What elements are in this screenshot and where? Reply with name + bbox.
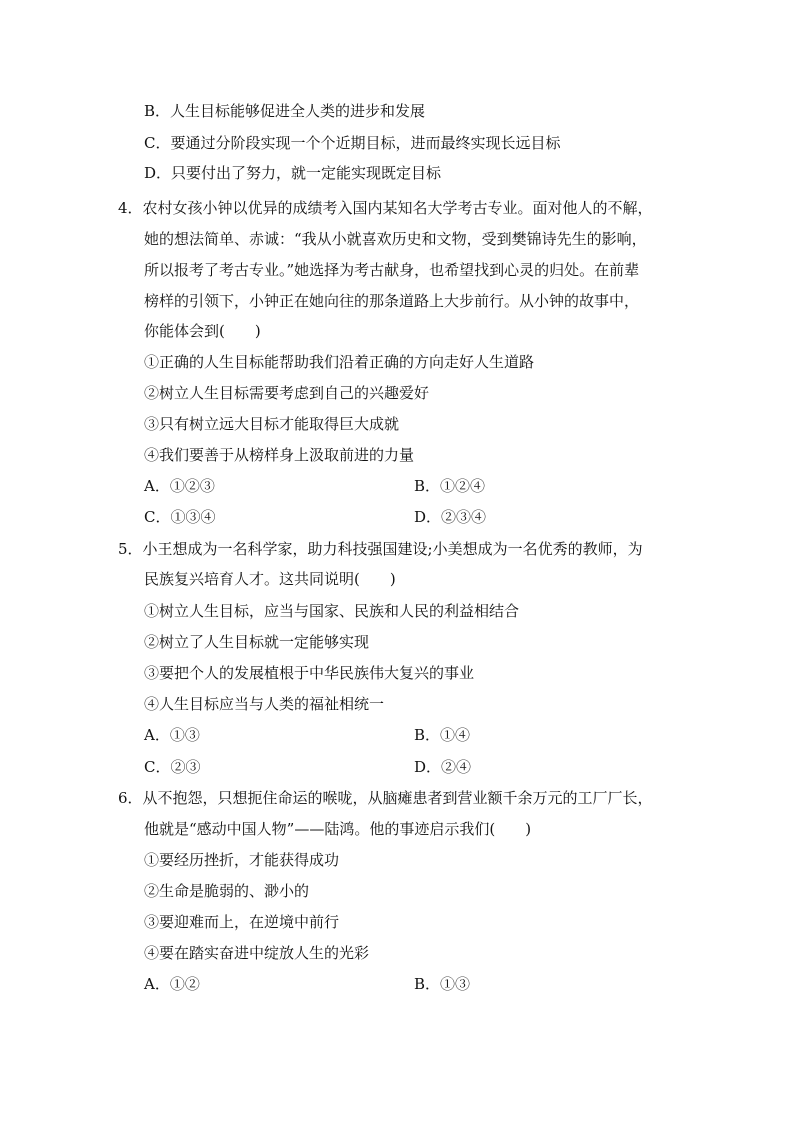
q4-item: ①正确的人生目标能帮助我们沿着正确的方向走好人生道路 xyxy=(144,353,535,371)
q6-item: ④要在踏实奋进中绽放人生的光彩 xyxy=(144,944,370,962)
q5-item: ③要把个人的发展植根于中华民族伟大复兴的事业 xyxy=(144,664,475,682)
q4-option-c: C．①③④ xyxy=(144,508,216,526)
q6-stem-line: 他就是“感动中国人物”——陆鸿。他的事迹启示我们( ) xyxy=(144,820,532,838)
q4-option-b: B．①②④ xyxy=(414,477,486,495)
q6-item: ②生命是脆弱的、渺小的 xyxy=(144,882,310,900)
q4-item: ②树立人生目标需要考虑到自己的兴趣爱好 xyxy=(144,384,430,402)
q6-option-a: A．①② xyxy=(144,975,200,993)
q5-item: ④人生目标应当与人类的福祉相统一 xyxy=(144,695,385,713)
q4-option-a: A．①②③ xyxy=(144,477,215,495)
q6-option-b: B．①③ xyxy=(414,975,471,993)
q3-option-d: D．只要付出了努力，就一定能实现既定目标 xyxy=(144,164,442,182)
q5-item: ②树立了人生目标就一定能够实现 xyxy=(144,633,370,651)
q4-stem-line: 4．农村女孩小钟以优异的成绩考入国内某知名大学考古专业。面对他人的不解， xyxy=(118,199,653,217)
q6-stem-line: 6．从不抱怨，只想扼住命运的喉咙，从脑瘫患者到营业额千余万元的工厂厂长， xyxy=(118,789,653,807)
q5-option-d: D．②④ xyxy=(414,758,472,776)
q4-stem-line: 榜样的引领下，小钟正在她向往的那条道路上大步前行。从小钟的故事中， xyxy=(144,292,640,310)
q5-option-c: C．②③ xyxy=(144,758,201,776)
q3-option-b: B．人生目标能够促进全人类的进步和发展 xyxy=(144,102,426,120)
q4-stem-line: 她的想法简单、赤诚：“我从小就喜欢历史和文物，受到樊锦诗先生的影响， xyxy=(144,230,647,248)
q5-option-a: A．①③ xyxy=(144,726,200,744)
q4-option-d: D．②③④ xyxy=(414,508,487,526)
q4-item: ③只有树立远大目标才能取得巨大成就 xyxy=(144,415,400,433)
q5-stem-line: 民族复兴培育人才。这共同说明( ) xyxy=(144,570,396,588)
q6-item: ③要迎难而上，在逆境中前行 xyxy=(144,913,340,931)
q6-item: ①要经历挫折，才能获得成功 xyxy=(144,851,340,869)
q4-stem-line: 你能体会到( ) xyxy=(144,322,261,340)
q4-item: ④我们要善于从榜样身上汲取前进的力量 xyxy=(144,446,415,464)
q5-stem-line: 5．小王想成为一名科学家，助力科技强国建设;小美想成为一名优秀的教师，为 xyxy=(118,540,643,558)
q3-option-c: C．要通过分阶段实现一个个近期目标，进而最终实现长远目标 xyxy=(144,134,561,152)
q4-stem-line: 所以报考了考古专业。”她选择为考古献身，也希望找到心灵的归处。在前辈 xyxy=(144,261,640,279)
q5-option-b: B．①④ xyxy=(414,726,471,744)
q5-item: ①树立人生目标，应当与国家、民族和人民的利益相结合 xyxy=(144,602,520,620)
